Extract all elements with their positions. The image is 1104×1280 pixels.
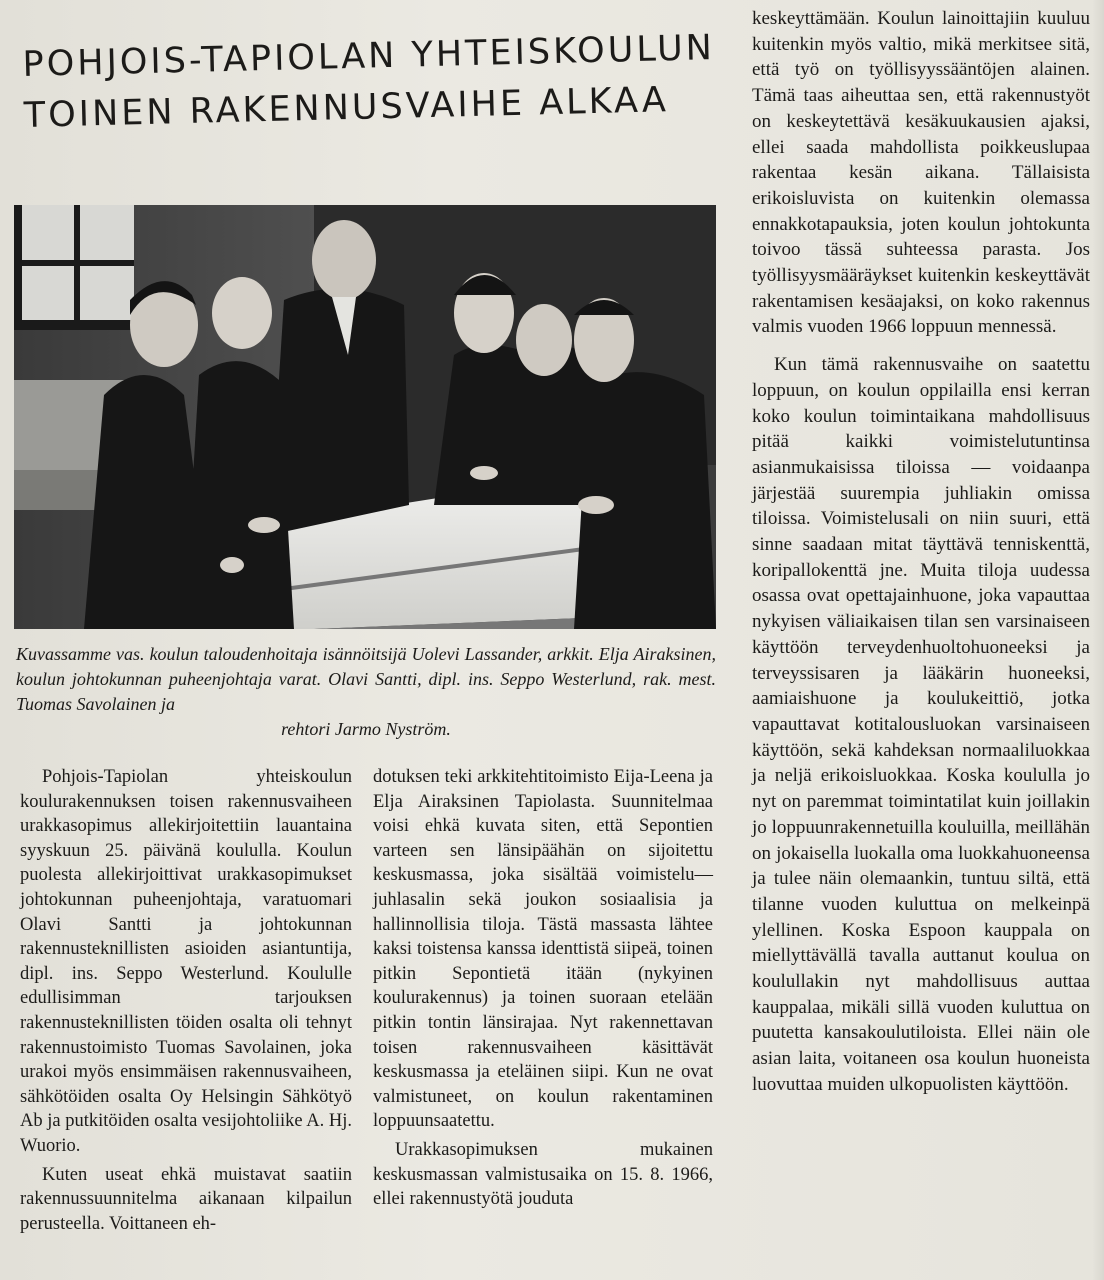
column-1-paragraph-1: Pohjois-Tapiolan yhteiskoulun koulurakennuksen toisen rakennusvaiheen urakkasopimus allekirjoitettiin lauantaina syyskuun 25. päivänä koululla. Koulun puolesta allekirjoittivat urakkasopimukset johtokunnan puheenjohtaja, varatuomari Olavi Santti ja johtokunnan rakennusteknillisten asioiden asiantuntija, dipl. ins. Seppo Westerlund. Koululle edullisimman tarjouksen rakennusteknillisten töiden osalta oli tehnyt rakennustoimisto Tuomas Savolainen, joka urakoi myös ensimmäisen rakennusvaiheen, sähkötöiden osalta Oy Helsingin Sähkötyö Ab ja putkitöiden osalta vesijohtoliike A. Hj. Wuorio. [20,767,352,1156]
article-column-1 [20,765,352,1236]
column-2-paragraph-2: Urakkasopimuksen mukainen keskusmassan valmistusaika on 15. 8. 1966, ellei rakennustyötä jouduta [373,1139,713,1210]
photo-caption [16,642,716,742]
caption-last-line: rehtori Jarmo Nyström. [281,719,451,739]
headline-line-1: POHJOIS-TAPIOLAN YHTEISKOULUN [22,28,716,85]
caption-text: Kuvassamme vas. koulun taloudenhoitaja isännöitsijä Uolevi Lassander, arkkit. Elja Airaksinen, koulun johtokunnan puheenjohtaja varat. Olavi Santti, dipl. ins. Seppo Westerlund, rak. mest. Tuomas Savolainen ja [16,644,716,714]
headline-line-2: TOINEN RAKENNUSVAIHE ALKAA [23,80,670,136]
column-2-paragraph-1: dotuksen teki arkkitehtitoimisto Eija-Leena ja Elja Airaksinen Tapiolasta. Suunnitelmaa voisi ehkä kuvata siten, että Sepontien varteen sen länsipäähän on sijoitettu keskusmassa, joka sisältää voimistelu—juhlasalin sekä joukon sosiaalisia ja hallinnollisia tiloja. Tästä massasta lähtee kaksi toistensa kanssa identtistä siipeä, toinen pitkin Sepontietä itään (nykyinen koulurakennus) ja toinen suoraan etelään pitkin tontin länsirajaa. Nyt rakennettavan toisen rakennusvaiheen käsittävät keskusmassa ja eteläinen siipi. Kun ne ovat valmistuneet, on koulun rakentaminen loppuunsaatettu. [373,767,713,1132]
article-column-2 [373,765,713,1212]
column-3-paragraph-2: Kun tämä rakennusvaihe on saatettu loppuun, on koulun oppilailla ensi kerran koko koulun toimintaikana mahdollisuus pitää kaikki voimistelutuntinsa asianmukaisissa tiloissa — voidaanpa järjestää suurempia juhliakin omissa tiloissa. Voimistelusali on niin suuri, että sinne saadaan mitat täyttävä tenniskenttä, koripallokenttä jne. Muita tiloja uudessa osassa ovat opettajainhuone, joka vapauttaa nykyisen väliaikaisen tilan sen varsinaiseen käyttöön terveydenhuoltohuoneeksi ja terveyssisaren ja lääkärin huoneeksi, aamiaishuone ja koulukeittiö, jotka vapauttavat kotitalousluokan varsinaiseen käyttöön, sekä kahdeksan normaaliluokkaa ja neljä erikoisluokkaa. Koska koululla jo nyt on paremmat toimintatilat kuin joillakin jo loppuunrakennetuilla kouluilla, meillähän on jokaisella luokalla oma luokkahuoneensa ja tulee näin olemaankin, tuntuu siltä, että tilanne vuoden kuluttua on melkeinpä ylellinen. Koska Espoon kauppala on miellyttävällä tavalla auttanut koulua on koulullakin nyt mahdollisuus auttaa kauppalaa, mikäli sillä vuoden kuluttua on puutetta kansakoulutiloista. Ellei näin ole asian laita, voitaneen osa koulun huoneista luovuttaa muiden ulkopuolisten käyttöön. [752,354,1090,1095]
article-column-3 [752,6,1090,1098]
page-edge-shadow [1092,0,1104,1280]
column-1-paragraph-2: Kuten useat ehkä muistavat saatiin rakennussuunnitelma aikanaan kilpailun perusteella. Voittaneen eh- [20,1164,352,1234]
column-3-paragraph-1: keskeyttämään. Koulun lainoittajiin kuuluu kuitenkin myös valtio, mikä merkitsee sitä, että työ on työllisyyssääntöjen alainen. Tämä taas aiheuttaa sen, että rakennustyöt on keskeytettävä kesäkuukausien ajaksi, ellei saada mahdollista poikkeuslupaa rakentaa kesän aikana. Tällaisista erikoisluvista on kuitenkin olemassa ennakkotapauksia, joten koulun johtokunta toivoo tässä suhteessa parasta. Jos työllisyysmääräykset kuitenkin keskeyttävät rakentamisen kesäajaksi, on koko rakennus valmis vuoden 1966 loppuun mennessä. [752,8,1090,338]
group-photo [14,205,716,629]
article-headline [22,23,734,142]
